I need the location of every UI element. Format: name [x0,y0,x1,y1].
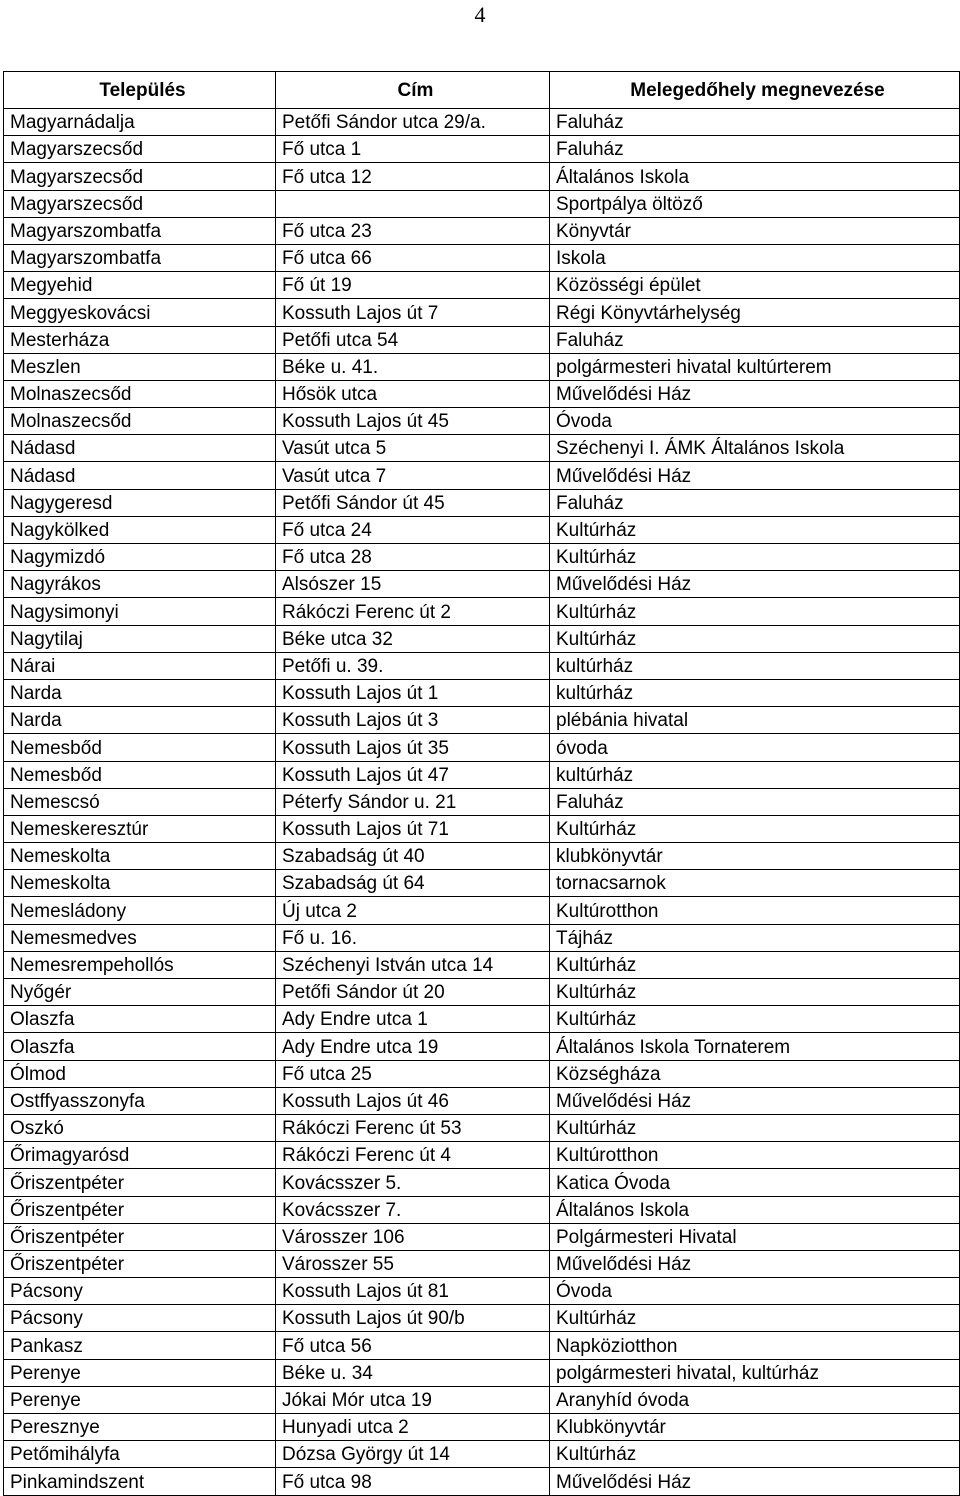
warming-place-cell: Kultúrház [550,815,960,842]
address-cell: Petőfi utca 54 [276,326,550,353]
address-cell: Kossuth Lajos út 90/b [276,1305,550,1332]
address-cell: Petőfi Sándor út 45 [276,489,550,516]
table-header [4,72,960,109]
address-cell: Ady Endre utca 1 [276,1006,550,1033]
address-cell: Kossuth Lajos út 1 [276,679,550,706]
address-cell: Városszer 106 [276,1223,550,1250]
warming-place-cell: Polgármesteri Hivatal [550,1223,960,1250]
table-row [4,516,960,543]
address-cell: Rákóczi Ferenc út 2 [276,598,550,625]
settlement-cell: Olaszfa [4,1006,276,1033]
settlement-cell: Nagymizdó [4,544,276,571]
address-cell: Kossuth Lajos út 71 [276,815,550,842]
table-row [4,1250,960,1277]
table-row [4,1359,960,1386]
table-row [4,571,960,598]
settlement-cell: Nagysimonyi [4,598,276,625]
warming-place-cell: Faluház [550,489,960,516]
address-cell: Szabadság út 64 [276,870,550,897]
settlement-cell: Nádasd [4,462,276,489]
settlement-cell: Perenye [4,1359,276,1386]
settlement-cell: Magyarszecsőd [4,190,276,217]
warming-place-cell: kultúrház [550,652,960,679]
settlement-cell: Pácsony [4,1305,276,1332]
table-row [4,1033,960,1060]
address-cell: Városszer 55 [276,1250,550,1277]
table-row [4,1196,960,1223]
settlement-cell: Őriszentpéter [4,1223,276,1250]
warming-place-cell: Aranyhíd óvoda [550,1386,960,1413]
settlement-cell: Őriszentpéter [4,1169,276,1196]
address-cell: Fő utca 66 [276,244,550,271]
settlement-cell: Magyarszombatfa [4,244,276,271]
address-cell: Fő utca 1 [276,136,550,163]
table-row [4,761,960,788]
settlement-cell: Meggyeskovácsi [4,299,276,326]
address-cell: Petőfi Sándor út 20 [276,979,550,1006]
settlement-cell: Peresznye [4,1414,276,1441]
table-row [4,163,960,190]
warming-place-cell: Községháza [550,1060,960,1087]
warming-place-cell: Kultúrház [550,951,960,978]
warming-place-cell: Napköziotthon [550,1332,960,1359]
warming-place-cell: Kultúrotthon [550,897,960,924]
settlement-cell: Mesterháza [4,326,276,353]
table-row [4,489,960,516]
settlement-cell: Molnaszecsőd [4,380,276,407]
table-row [4,870,960,897]
warming-place-cell: Kultúrház [550,1441,960,1468]
address-cell: Új utca 2 [276,897,550,924]
warming-place-cell: Általános Iskola [550,1196,960,1223]
table-row [4,815,960,842]
warming-place-cell: Kultúrotthon [550,1142,960,1169]
settlement-cell: Magyarszombatfa [4,217,276,244]
address-cell: Szabadság út 40 [276,843,550,870]
settlement-cell: Meszlen [4,353,276,380]
address-cell: Béke utca 32 [276,625,550,652]
address-cell: Kossuth Lajos út 35 [276,734,550,761]
warming-place-cell: Kultúrház [550,544,960,571]
address-cell: Fő utca 25 [276,1060,550,1087]
table-row [4,843,960,870]
table-row [4,136,960,163]
table-body [4,109,960,1496]
address-cell: Széchenyi István utca 14 [276,951,550,978]
header-warming-place-name: Melegedőhely megnevezése [550,72,960,109]
settlement-cell: Őrimagyarósd [4,1142,276,1169]
header-address: Cím [276,72,550,109]
settlement-cell: Perenye [4,1386,276,1413]
settlement-cell: Őriszentpéter [4,1196,276,1223]
header-row [4,72,960,109]
address-cell: Fő utca 24 [276,516,550,543]
table-row [4,217,960,244]
address-cell: Fő utca 98 [276,1468,550,1495]
table-row [4,299,960,326]
address-cell: Hunyadi utca 2 [276,1414,550,1441]
warming-place-cell: Klubkönyvtár [550,1414,960,1441]
warming-place-cell: Sportpálya öltöző [550,190,960,217]
settlement-cell: Nagygeresd [4,489,276,516]
settlement-cell: Nagykölked [4,516,276,543]
warming-place-cell: Tájház [550,924,960,951]
warming-place-cell: Széchenyi I. ÁMK Általános Iskola [550,435,960,462]
warming-place-cell: tornacsarnok [550,870,960,897]
address-cell: Kossuth Lajos út 46 [276,1087,550,1114]
settlement-cell: Nemesrempehollós [4,951,276,978]
settlement-cell: Nemescsó [4,788,276,815]
table-row [4,979,960,1006]
warming-place-cell: Kultúrház [550,516,960,543]
table-row [4,1305,960,1332]
address-cell: Péterfy Sándor u. 21 [276,788,550,815]
settlement-cell: Nemesbőd [4,761,276,788]
settlement-cell: Nagyrákos [4,571,276,598]
address-cell [276,190,550,217]
warming-place-cell: Általános Iskola [550,163,960,190]
table-row [4,1278,960,1305]
warming-place-cell: plébánia hivatal [550,707,960,734]
table-row [4,326,960,353]
table-row [4,1468,960,1495]
table-row [4,1223,960,1250]
address-cell: Rákóczi Ferenc út 53 [276,1114,550,1141]
table-row [4,598,960,625]
warming-place-cell: Kultúrház [550,598,960,625]
table-row [4,1006,960,1033]
settlement-cell: Nemesbőd [4,734,276,761]
table-row [4,190,960,217]
settlement-cell: Nagytilaj [4,625,276,652]
settlement-cell: Oszkó [4,1114,276,1141]
settlement-cell: Pinkamindszent [4,1468,276,1495]
settlement-cell: Narda [4,679,276,706]
warming-place-cell: Iskola [550,244,960,271]
warming-place-cell: Kultúrház [550,1305,960,1332]
warming-place-cell: kultúrház [550,679,960,706]
warming-place-cell: Általános Iskola Tornaterem [550,1033,960,1060]
warming-place-cell: klubkönyvtár [550,843,960,870]
table-row [4,1332,960,1359]
table-row [4,408,960,435]
address-cell: Petőfi Sándor utca 29/a. [276,109,550,136]
address-cell: Kovácsszer 5. [276,1169,550,1196]
warming-place-cell: Művelődési Ház [550,380,960,407]
address-cell: Vasút utca 5 [276,435,550,462]
address-cell: Kovácsszer 7. [276,1196,550,1223]
table-row [4,462,960,489]
warming-place-cell: Régi Könyvtárhelység [550,299,960,326]
table-row [4,1087,960,1114]
warming-place-cell: Kultúrház [550,1006,960,1033]
table-row [4,1386,960,1413]
table-row [4,897,960,924]
settlement-cell: Pankasz [4,1332,276,1359]
address-cell: Fő utca 56 [276,1332,550,1359]
warming-place-cell: polgármesteri hivatal kultúrterem [550,353,960,380]
warming-place-cell: Faluház [550,326,960,353]
settlement-cell: Nárai [4,652,276,679]
settlement-cell: Olaszfa [4,1033,276,1060]
table-row [4,380,960,407]
table-row [4,109,960,136]
settlement-cell: Őriszentpéter [4,1250,276,1277]
table-row [4,652,960,679]
warming-place-cell: Kultúrház [550,979,960,1006]
address-cell: Vasút utca 7 [276,462,550,489]
table-row [4,788,960,815]
address-cell: Kossuth Lajos út 47 [276,761,550,788]
address-cell: Dózsa György út 14 [276,1441,550,1468]
warming-place-cell: Művelődési Ház [550,462,960,489]
address-cell: Ady Endre utca 19 [276,1033,550,1060]
address-cell: Béke u. 34 [276,1359,550,1386]
address-cell: Fő utca 28 [276,544,550,571]
warming-place-cell: Közösségi épület [550,272,960,299]
header-settlement: Település [4,72,276,109]
settlement-cell: Petőmihályfa [4,1441,276,1468]
table-row [4,707,960,734]
warming-place-cell: Kultúrház [550,1114,960,1141]
settlement-cell: Nyőgér [4,979,276,1006]
page-number: 4 [474,2,486,27]
settlement-cell: Nemesmedves [4,924,276,951]
table-row [4,951,960,978]
settlement-cell: Ostffyasszonyfa [4,1087,276,1114]
warming-place-cell: Faluház [550,109,960,136]
settlement-cell: Magyarszecsőd [4,136,276,163]
warming-place-cell: Művelődési Ház [550,1250,960,1277]
address-cell: Béke u. 41. [276,353,550,380]
table-row [4,625,960,652]
address-cell: Fő utca 23 [276,217,550,244]
warming-place-cell: Művelődési Ház [550,1468,960,1495]
address-cell: Hősök utca [276,380,550,407]
settlement-cell: Nemesládony [4,897,276,924]
warming-place-cell: Könyvtár [550,217,960,244]
address-cell: Fő út 19 [276,272,550,299]
settlement-cell: Nemeskolta [4,870,276,897]
settlement-cell: Nemeskeresztúr [4,815,276,842]
table-row [4,244,960,271]
warming-place-cell: Óvoda [550,408,960,435]
settlement-cell: Pácsony [4,1278,276,1305]
settlement-cell: Nádasd [4,435,276,462]
address-cell: Petőfi u. 39. [276,652,550,679]
settlement-cell: Magyarszecsőd [4,163,276,190]
address-cell: Fő u. 16. [276,924,550,951]
settlement-cell: Magyarnádalja [4,109,276,136]
warming-place-cell: Művelődési Ház [550,571,960,598]
warming-place-cell: Művelődési Ház [550,1087,960,1114]
settlement-cell: Megyehid [4,272,276,299]
table-row [4,924,960,951]
warming-place-cell: Óvoda [550,1278,960,1305]
warming-place-cell: polgármesteri hivatal, kultúrház [550,1359,960,1386]
address-cell: Kossuth Lajos út 45 [276,408,550,435]
address-cell: Fő utca 12 [276,163,550,190]
table-row [4,1441,960,1468]
settlement-cell: Narda [4,707,276,734]
address-cell: Kossuth Lajos út 3 [276,707,550,734]
table-row [4,1414,960,1441]
warming-place-cell: Katica Óvoda [550,1169,960,1196]
settlement-cell: Nemeskolta [4,843,276,870]
warming-place-cell: kultúrház [550,761,960,788]
address-cell: Alsószer 15 [276,571,550,598]
table-row [4,544,960,571]
table-row [4,1142,960,1169]
settlement-cell: Ólmod [4,1060,276,1087]
table-row [4,1114,960,1141]
warming-places-table [3,71,960,1496]
address-cell: Rákóczi Ferenc út 4 [276,1142,550,1169]
address-cell: Kossuth Lajos út 81 [276,1278,550,1305]
table-row [4,1060,960,1087]
warming-place-cell: Faluház [550,136,960,163]
table-row [4,353,960,380]
table-row [4,679,960,706]
table-row [4,734,960,761]
settlement-cell: Molnaszecsőd [4,408,276,435]
warming-place-cell: óvoda [550,734,960,761]
warming-place-cell: Faluház [550,788,960,815]
table-row [4,272,960,299]
table-row [4,435,960,462]
table-row [4,1169,960,1196]
address-cell: Kossuth Lajos út 7 [276,299,550,326]
warming-place-cell: Kultúrház [550,625,960,652]
address-cell: Jókai Mór utca 19 [276,1386,550,1413]
